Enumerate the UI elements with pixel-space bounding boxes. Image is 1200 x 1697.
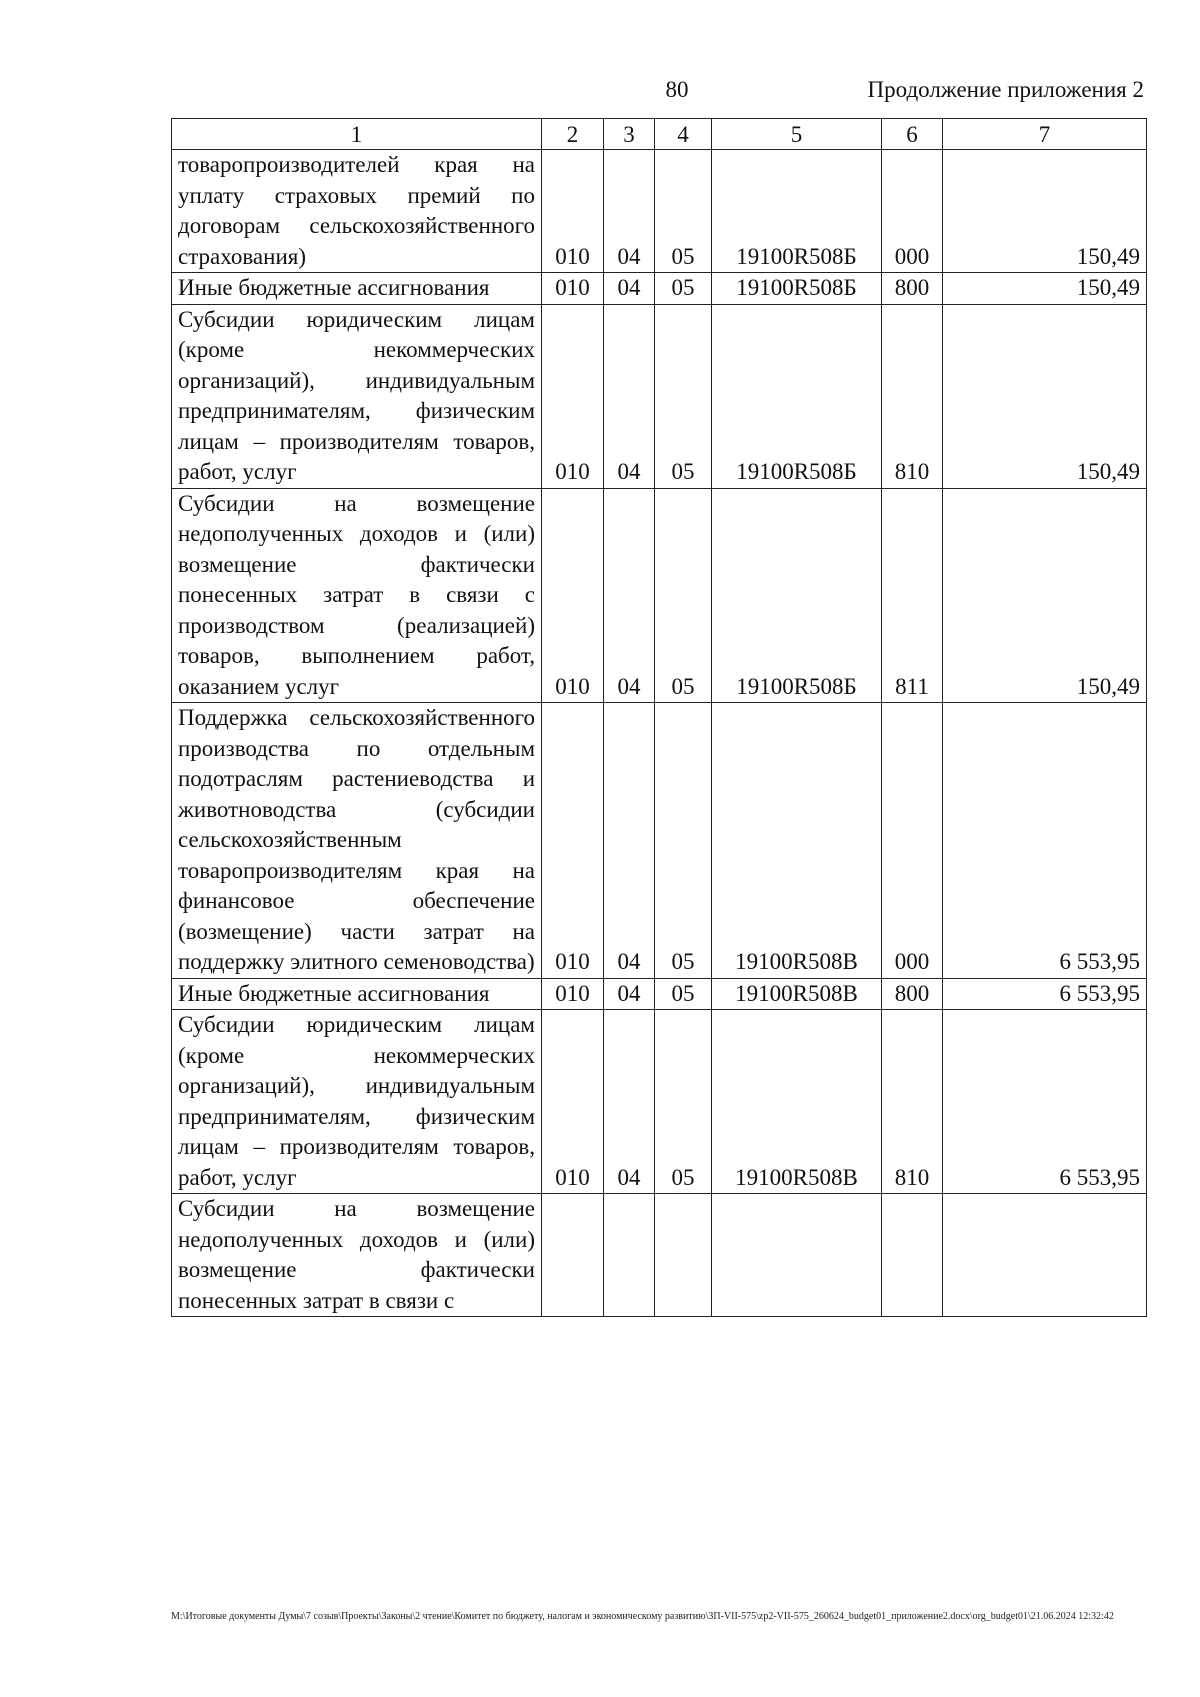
row-amount: 6 553,95	[943, 1010, 1147, 1194]
row-ministry-code: 010	[542, 1010, 604, 1194]
row-description: Субсидии на возмещение недополученных доходов и (или) возмещение фактически понесенных затрат в связи с производством (реализацией) товаров, выполнением работ, оказанием услуг	[172, 488, 542, 703]
row-description: Иные бюджетные ассигнования	[172, 273, 542, 305]
row-section-code: 04	[604, 304, 655, 488]
row-subsection-code: 05	[655, 488, 712, 703]
table-header-row	[172, 119, 1147, 150]
column-header-2: 2	[542, 119, 604, 150]
row-target-article: 19100R508В	[712, 978, 882, 1010]
row-subsection-code: 05	[655, 304, 712, 488]
row-target-article: 19100R508Б	[712, 273, 882, 305]
row-subsection-code: 05	[655, 150, 712, 273]
column-header-6: 6	[882, 119, 943, 150]
row-amount: 150,49	[943, 150, 1147, 273]
row-expense-type	[882, 1194, 943, 1317]
row-target-article: 19100R508Б	[712, 488, 882, 703]
row-description: Поддержка сельскохозяйственного производства по отдельным подотраслям растениеводства и животноводства (субсидии сельскохозяйственным товаропроизводителям края на финансовое обеспечение (возмещение) части затрат на поддержку элитного семеноводства)	[172, 703, 542, 979]
row-ministry-code: 010	[542, 150, 604, 273]
row-target-article: 19100R508В	[712, 1010, 882, 1194]
budget-table	[171, 118, 1147, 1317]
row-section-code: 04	[604, 1010, 655, 1194]
table-row	[172, 1010, 1147, 1194]
table-row	[172, 978, 1147, 1010]
row-subsection-code	[655, 1194, 712, 1317]
row-section-code	[604, 1194, 655, 1317]
table-row	[172, 703, 1147, 979]
footer-file-path: M:\Итоговые документы Думы\7 созыв\Проекты\Законы\2 чтение\Комитет по бюджету, налогам и экономическому развитию\ЗП-VII-575\zp2-VII-575_260624_budget01_приложение2.docx\org_budget01\21.06.2024 12:32:42	[171, 1611, 1114, 1622]
row-description: товаропроизводителей края на уплату страховых премий по договорам сельскохозяйственного страхования)	[172, 150, 542, 273]
row-ministry-code: 010	[542, 273, 604, 305]
row-expense-type: 800	[882, 978, 943, 1010]
row-description: Субсидии юридическим лицам (кроме некоммерческих организаций), индивидуальным предпринимателям, физическим лицам – производителям товаров, работ, услуг	[172, 1010, 542, 1194]
column-header-4: 4	[655, 119, 712, 150]
row-section-code: 04	[604, 703, 655, 979]
table-row	[172, 150, 1147, 273]
row-amount: 150,49	[943, 273, 1147, 305]
row-description: Иные бюджетные ассигнования	[172, 978, 542, 1010]
row-section-code: 04	[604, 273, 655, 305]
row-ministry-code	[542, 1194, 604, 1317]
row-target-article	[712, 1194, 882, 1317]
row-section-code: 04	[604, 978, 655, 1010]
row-ministry-code: 010	[542, 304, 604, 488]
row-amount: 150,49	[943, 304, 1147, 488]
column-header-1: 1	[172, 119, 542, 150]
row-expense-type: 810	[882, 1010, 943, 1194]
row-ministry-code: 010	[542, 978, 604, 1010]
row-amount	[943, 1194, 1147, 1317]
row-expense-type: 810	[882, 304, 943, 488]
row-amount: 6 553,95	[943, 703, 1147, 979]
row-expense-type: 811	[882, 488, 943, 703]
row-section-code: 04	[604, 488, 655, 703]
row-target-article: 19100R508Б	[712, 304, 882, 488]
page-number: 80	[665, 77, 689, 102]
row-amount: 150,49	[943, 488, 1147, 703]
row-expense-type: 800	[882, 273, 943, 305]
table-row	[172, 1194, 1147, 1317]
row-expense-type: 000	[882, 703, 943, 979]
row-subsection-code: 05	[655, 1010, 712, 1194]
continuation-label: Продолжение приложения 2	[867, 77, 1144, 102]
row-section-code: 04	[604, 150, 655, 273]
row-subsection-code: 05	[655, 273, 712, 305]
row-subsection-code: 05	[655, 978, 712, 1010]
row-description: Субсидии юридическим лицам (кроме некоммерческих организаций), индивидуальным предпринимателям, физическим лицам – производителям товаров, работ, услуг	[172, 304, 542, 488]
row-ministry-code: 010	[542, 703, 604, 979]
column-header-5: 5	[712, 119, 882, 150]
row-amount: 6 553,95	[943, 978, 1147, 1010]
row-expense-type: 000	[882, 150, 943, 273]
row-ministry-code: 010	[542, 488, 604, 703]
table-row	[172, 304, 1147, 488]
column-header-3: 3	[604, 119, 655, 150]
row-description: Субсидии на возмещение недополученных доходов и (или) возмещение фактически понесенных затрат в связи с	[172, 1194, 542, 1317]
column-header-7: 7	[943, 119, 1147, 150]
table-row	[172, 273, 1147, 305]
table-row	[172, 488, 1147, 703]
row-target-article: 19100R508Б	[712, 150, 882, 273]
row-target-article: 19100R508В	[712, 703, 882, 979]
row-subsection-code: 05	[655, 703, 712, 979]
